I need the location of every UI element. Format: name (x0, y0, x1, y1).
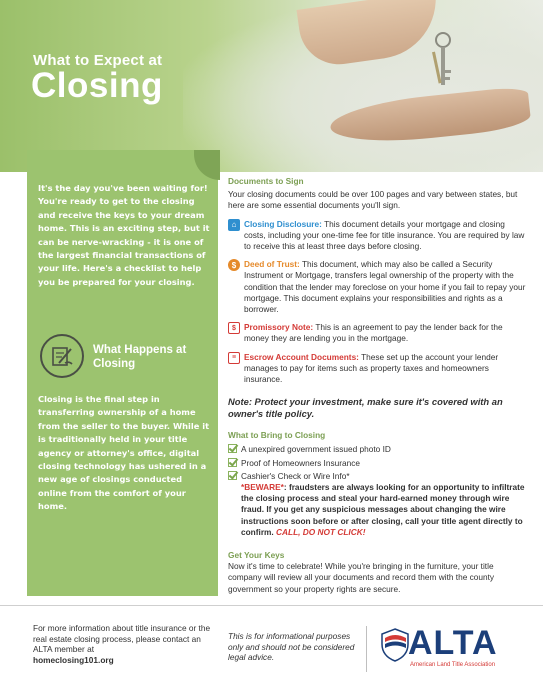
keys-body: Now it's time to celebrate! While you're bringing in the furniture, your title company will review all your documents and record them with the county government so your property rights are secure. (228, 561, 495, 594)
document-term: Promissory Note: (244, 322, 314, 333)
section-body: Closing is the final step in transferring ownership of a home from the seller to the buyer. While it is traditionally held in your title agency or attorney's office, digital closing technology has ushered in a new age of closings conducted online from the comfort of your home. (38, 394, 210, 512)
dollar-icon: $ (228, 259, 240, 271)
bring-list (228, 444, 526, 538)
bring-heading: What to Bring to Closing (228, 430, 326, 441)
check-icon (228, 458, 237, 467)
document-desc: These set up the account your lender manages to pay for items such as property taxes and homeowners insurance. (244, 351, 499, 385)
documents-intro: Your closing documents could be over 100 pages and vary between states, but here are some essential documents you'll sign. (228, 189, 518, 211)
logo-word: ALTA (408, 624, 498, 662)
hero-banner (0, 0, 543, 172)
list-item (228, 458, 526, 469)
hero-subtitle: What to Expect at (33, 52, 163, 69)
check-icon (228, 471, 237, 480)
check-icon (228, 444, 237, 453)
section-title: What Happens at Closing (93, 344, 187, 370)
documents-heading: Documents to Sign (228, 176, 304, 186)
keys-icon (428, 30, 458, 100)
beware-label: *BEWARE* (241, 482, 284, 493)
right-column (228, 176, 526, 595)
footer-vertical-divider (366, 626, 367, 672)
beware-cta: CALL, DO NOT CLICK! (276, 526, 366, 537)
writing-hand-icon (40, 334, 84, 378)
house-icon: ⌂ (228, 219, 240, 231)
footer-info (33, 623, 213, 665)
document-item (228, 259, 526, 315)
document-term: Closing Disclosure: (244, 218, 322, 229)
list-item (228, 444, 526, 455)
footer-link[interactable]: homeclosing101.org (33, 654, 114, 665)
page-title: Closing (31, 66, 163, 105)
page-curl (194, 150, 220, 180)
list-item-label: Proof of Homeowners Insurance (241, 457, 360, 468)
document-item (228, 219, 526, 253)
document-item (228, 322, 526, 344)
list-item (228, 471, 526, 482)
document-item (228, 352, 526, 386)
money-icon: $ (228, 322, 240, 334)
footer-info-text: For more information about title insurance or the real estate closing process, please contact an ALTA member at (33, 623, 211, 654)
document-desc: This document, which may also be called a Security Instrument or Mortgage, transfers legal ownership of the property with the condition that the lender may foreclose on your home if you fail to repay your mortgage. This document explains your responsibilities and rights as a borrower. (244, 259, 526, 315)
intro-text: It's the day you've been waiting for! You're ready to get to the closing and receive the keys to your dream home. This is an exciting step, but it can be nerve-wracking - it is one of the largest financial transactions of your life. Here's a checklist to help you be prepared for your closing. (38, 183, 210, 287)
document-icon: ≡ (228, 352, 240, 364)
document-desc: This is an agreement to pay the lender back for the money they are lending you in the mortgage. (244, 322, 503, 344)
shield-icon (380, 628, 410, 662)
list-item-label: A unexpired government issued photo ID (241, 444, 391, 455)
fraud-warning (228, 482, 526, 538)
beware-text: : fraudsters are always looking for an opportunity to infiltrate the closing process and steal your hard-earned money through wire fraud. If you get any suspicious messages about changing the wire instructions soon before or after closing, call your title agent directly to confirm. (241, 482, 525, 537)
keys-heading: Get Your Keys (228, 550, 285, 561)
document-term: Escrow Account Documents: (244, 351, 359, 362)
list-item-label: Cashier's Check or Wire Info* (241, 470, 350, 481)
footer-divider (0, 605, 543, 606)
document-desc: This document details your mortgage and closing costs, including your one-time fee for title insurance. You are required by law to receive this at least three days before closing. (244, 218, 525, 252)
document-term: Deed of Trust: (244, 259, 300, 270)
note-callout: Note: Protect your investment, make sure it's covered with an owner's title policy. (228, 396, 503, 419)
logo-subtitle: American Land Title Association (410, 662, 496, 668)
disclaimer: This is for informational purposes only and should not be considered legal advice. (228, 631, 355, 662)
alta-logo (380, 624, 510, 674)
left-panel (27, 150, 218, 596)
